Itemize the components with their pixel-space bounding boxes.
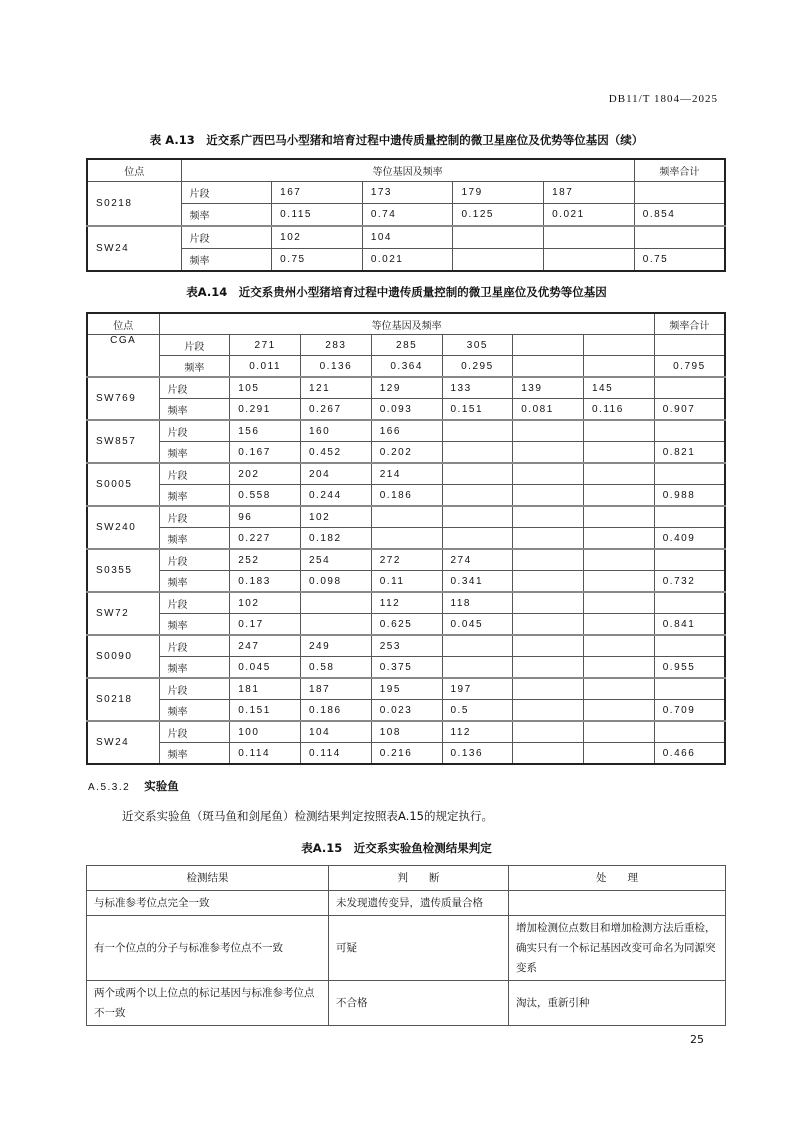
locus-cell: S0218 — [87, 678, 159, 721]
total-cell: 0.907 — [654, 399, 725, 421]
total-cell: 0.732 — [654, 571, 725, 593]
table-row — [87, 442, 725, 464]
allele-cell: 0.021 — [544, 204, 635, 227]
table-row — [87, 592, 725, 614]
allele-cell: 271 — [230, 335, 301, 356]
allele-cell: 102 — [230, 592, 301, 614]
row-label: 片段 — [159, 635, 230, 657]
row-label: 频率 — [181, 249, 272, 272]
allele-cell: 167 — [272, 182, 363, 204]
allele-cell — [442, 463, 513, 485]
allele-cell — [442, 528, 513, 550]
allele-cell: 214 — [371, 463, 442, 485]
allele-cell: 0.136 — [301, 356, 372, 378]
result-cell: 与标准参考位点完全一致 — [87, 891, 329, 916]
row-label: 频率 — [159, 442, 230, 464]
allele-cell — [584, 700, 655, 722]
total-cell: 0.955 — [654, 657, 725, 679]
allele-cell — [371, 528, 442, 550]
allele-cell: 0.17 — [230, 614, 301, 636]
locus-cell: S0090 — [87, 635, 159, 678]
total-cell — [654, 721, 725, 743]
allele-cell: 166 — [371, 420, 442, 442]
judgement-cell: 未发现遗传变异，遗传质量合格 — [329, 891, 509, 916]
total-cell: 0.854 — [634, 204, 725, 227]
allele-cell — [513, 442, 584, 464]
total-cell — [634, 226, 725, 249]
allele-cell — [584, 549, 655, 571]
allele-cell: 0.452 — [301, 442, 372, 464]
total-cell: 0.841 — [654, 614, 725, 636]
allele-cell: 139 — [513, 377, 584, 399]
allele-cell: 0.216 — [371, 743, 442, 765]
row-label: 频率 — [159, 485, 230, 507]
table-row — [87, 463, 725, 485]
locus-cell: SW769 — [87, 377, 159, 420]
allele-cell — [442, 635, 513, 657]
header-result: 检测结果 — [87, 866, 329, 891]
allele-cell: 0.125 — [453, 204, 544, 227]
allele-cell: 202 — [230, 463, 301, 485]
allele-cell — [301, 614, 372, 636]
allele-cell: 118 — [442, 592, 513, 614]
section-title: 实验鱼 — [144, 779, 179, 793]
allele-cell: 0.167 — [230, 442, 301, 464]
allele-cell — [442, 420, 513, 442]
row-label: 片段 — [181, 182, 272, 204]
allele-cell: 104 — [362, 226, 453, 249]
allele-cell: 0.183 — [230, 571, 301, 593]
total-cell — [654, 592, 725, 614]
row-label: 频率 — [159, 657, 230, 679]
locus-cell: SW24 — [87, 721, 159, 764]
allele-cell: 285 — [371, 335, 442, 356]
allele-cell: 0.011 — [230, 356, 301, 378]
allele-cell — [584, 614, 655, 636]
allele-cell — [584, 442, 655, 464]
allele-cell: 0.136 — [442, 743, 513, 765]
result-cell: 有一个位点的分子与标准参考位点不一致 — [87, 916, 329, 981]
allele-cell — [584, 506, 655, 528]
allele-cell — [584, 485, 655, 507]
allele-cell: 0.291 — [230, 399, 301, 421]
total-cell — [654, 420, 725, 442]
allele-cell: 0.375 — [371, 657, 442, 679]
total-cell: 0.821 — [654, 442, 725, 464]
allele-cell — [442, 442, 513, 464]
allele-cell: 0.151 — [230, 700, 301, 722]
allele-cell — [513, 592, 584, 614]
allele-cell: 252 — [230, 549, 301, 571]
row-label: 片段 — [181, 226, 272, 249]
allele-cell: 179 — [453, 182, 544, 204]
allele-cell: 0.202 — [371, 442, 442, 464]
table-row — [87, 549, 725, 571]
allele-cell: 254 — [301, 549, 372, 571]
row-label: 频率 — [159, 700, 230, 722]
allele-cell — [453, 249, 544, 272]
allele-cell: 274 — [442, 549, 513, 571]
allele-cell — [584, 592, 655, 614]
total-cell — [654, 463, 725, 485]
page-number: 25 — [690, 1033, 704, 1046]
allele-cell — [584, 528, 655, 550]
table-a15-title: 表A.15 近交系实验鱼检测结果判定 — [301, 841, 492, 855]
table-row — [87, 528, 725, 550]
allele-cell: 0.625 — [371, 614, 442, 636]
allele-cell: 195 — [371, 678, 442, 700]
row-label: 频率 — [159, 571, 230, 593]
allele-cell: 0.182 — [301, 528, 372, 550]
allele-cell — [513, 356, 584, 378]
allele-cell: 0.114 — [230, 743, 301, 765]
allele-cell: 112 — [442, 721, 513, 743]
allele-cell: 96 — [230, 506, 301, 528]
allele-cell: 0.227 — [230, 528, 301, 550]
allele-cell: 187 — [301, 678, 372, 700]
table-row — [87, 700, 725, 722]
allele-cell — [513, 335, 584, 356]
table-a14-title: 表A.14 近交系贵州小型猪培育过程中遗传质量控制的微卫星座位及优势等位基因 — [186, 285, 607, 299]
handling-cell: 增加检测位点数目和增加检测方法后重检，确实只有一个标记基因改变可命名为同源突变系 — [509, 916, 726, 981]
row-label: 片段 — [159, 721, 230, 743]
section-heading — [88, 778, 179, 794]
locus-cell: SW857 — [87, 420, 159, 463]
total-cell — [634, 182, 725, 204]
allele-cell: 0.023 — [371, 700, 442, 722]
header-alleles: 等位基因及频率 — [181, 159, 634, 182]
allele-cell — [513, 635, 584, 657]
allele-cell — [513, 420, 584, 442]
row-label: 频率 — [159, 743, 230, 765]
allele-cell: 0.558 — [230, 485, 301, 507]
table-a14 — [86, 312, 726, 765]
allele-cell: 121 — [301, 377, 372, 399]
allele-cell: 0.244 — [301, 485, 372, 507]
total-cell: 0.409 — [654, 528, 725, 550]
allele-cell: 0.364 — [371, 356, 442, 378]
header-handling: 处 理 — [509, 866, 726, 891]
total-cell — [654, 549, 725, 571]
judgement-cell: 不合格 — [329, 981, 509, 1026]
allele-cell: 0.75 — [272, 249, 363, 272]
allele-cell: 253 — [371, 635, 442, 657]
row-label: 片段 — [159, 678, 230, 700]
locus-cell: SW240 — [87, 506, 159, 549]
table-row — [87, 614, 725, 636]
total-cell — [654, 377, 725, 399]
allele-cell: 0.341 — [442, 571, 513, 593]
allele-cell — [513, 528, 584, 550]
allele-cell: 249 — [301, 635, 372, 657]
total-cell — [654, 335, 725, 356]
allele-cell — [544, 226, 635, 249]
allele-cell — [513, 678, 584, 700]
table-row — [87, 743, 725, 765]
locus-cell: CGA — [87, 335, 159, 378]
allele-cell: 247 — [230, 635, 301, 657]
allele-cell — [453, 226, 544, 249]
allele-cell: 0.267 — [301, 399, 372, 421]
allele-cell — [513, 657, 584, 679]
allele-cell: 100 — [230, 721, 301, 743]
allele-cell: 160 — [301, 420, 372, 442]
total-cell: 0.466 — [654, 743, 725, 765]
total-cell: 0.709 — [654, 700, 725, 722]
table-row — [87, 506, 725, 528]
total-cell: 0.75 — [634, 249, 725, 272]
allele-cell — [513, 571, 584, 593]
allele-cell: 0.295 — [442, 356, 513, 378]
row-label: 片段 — [159, 420, 230, 442]
allele-cell — [442, 657, 513, 679]
table-row — [87, 657, 725, 679]
table-row — [87, 721, 725, 743]
locus-cell: SW24 — [87, 226, 181, 271]
allele-cell — [584, 463, 655, 485]
allele-cell — [584, 721, 655, 743]
allele-cell — [513, 721, 584, 743]
allele-cell: 181 — [230, 678, 301, 700]
allele-cell — [513, 549, 584, 571]
allele-cell: 0.045 — [230, 657, 301, 679]
row-label: 频率 — [159, 399, 230, 421]
total-cell — [654, 678, 725, 700]
row-label: 片段 — [159, 506, 230, 528]
allele-cell — [544, 249, 635, 272]
locus-cell: S0355 — [87, 549, 159, 592]
total-cell: 0.988 — [654, 485, 725, 507]
allele-cell: 0.093 — [371, 399, 442, 421]
allele-cell: 0.081 — [513, 399, 584, 421]
allele-cell: 108 — [371, 721, 442, 743]
allele-cell: 0.186 — [301, 700, 372, 722]
row-label: 片段 — [159, 377, 230, 399]
table-row — [87, 485, 725, 507]
allele-cell: 0.116 — [584, 399, 655, 421]
allele-cell — [584, 657, 655, 679]
allele-cell: 0.098 — [301, 571, 372, 593]
table-row — [87, 981, 726, 1026]
allele-cell — [584, 335, 655, 356]
table-row — [87, 335, 725, 356]
allele-cell: 272 — [371, 549, 442, 571]
table-row — [87, 249, 725, 272]
table-row — [87, 916, 726, 981]
allele-cell: 133 — [442, 377, 513, 399]
header-total: 频率合计 — [634, 159, 725, 182]
table-row — [87, 399, 725, 421]
table-a13 — [86, 158, 726, 272]
allele-cell — [513, 485, 584, 507]
total-cell — [654, 635, 725, 657]
allele-cell: 102 — [272, 226, 363, 249]
allele-cell — [584, 420, 655, 442]
row-label: 片段 — [159, 335, 230, 356]
allele-cell — [584, 635, 655, 657]
table-a15 — [86, 865, 726, 1026]
allele-cell — [442, 485, 513, 507]
allele-cell — [442, 506, 513, 528]
allele-cell: 0.021 — [362, 249, 453, 272]
table-row — [87, 891, 726, 916]
row-label: 频率 — [159, 528, 230, 550]
allele-cell: 0.151 — [442, 399, 513, 421]
allele-cell: 112 — [371, 592, 442, 614]
total-cell — [654, 506, 725, 528]
allele-cell — [584, 571, 655, 593]
header-alleles: 等位基因及频率 — [159, 313, 654, 335]
allele-cell: 0.186 — [371, 485, 442, 507]
allele-cell: 0.5 — [442, 700, 513, 722]
allele-cell — [584, 678, 655, 700]
allele-cell: 0.045 — [442, 614, 513, 636]
locus-cell: S0218 — [87, 182, 181, 227]
header-locus: 位点 — [87, 159, 181, 182]
table-row — [87, 204, 725, 227]
locus-cell: SW72 — [87, 592, 159, 635]
allele-cell: 129 — [371, 377, 442, 399]
row-label: 片段 — [159, 592, 230, 614]
section-number: A.5.3.2 — [88, 782, 131, 793]
locus-cell: S0005 — [87, 463, 159, 506]
allele-cell: 283 — [301, 335, 372, 356]
table-a13-title: 表 A.13 近交系广西巴马小型猪和培育过程中遗传质量控制的微卫星座位及优势等位基因（续） — [149, 133, 644, 147]
row-label: 片段 — [159, 463, 230, 485]
handling-cell — [509, 891, 726, 916]
allele-cell: 104 — [301, 721, 372, 743]
allele-cell — [301, 592, 372, 614]
allele-cell — [513, 743, 584, 765]
header-total: 频率合计 — [654, 313, 725, 335]
allele-cell: 305 — [442, 335, 513, 356]
total-cell: 0.795 — [654, 356, 725, 378]
allele-cell: 0.11 — [371, 571, 442, 593]
row-label: 片段 — [159, 549, 230, 571]
table-row — [87, 635, 725, 657]
row-label: 频率 — [159, 614, 230, 636]
allele-cell: 145 — [584, 377, 655, 399]
row-label: 频率 — [159, 356, 230, 378]
allele-cell — [584, 356, 655, 378]
allele-cell: 102 — [301, 506, 372, 528]
judgement-cell: 可疑 — [329, 916, 509, 981]
table-row — [87, 182, 725, 204]
allele-cell: 105 — [230, 377, 301, 399]
table-row — [87, 678, 725, 700]
allele-cell: 0.58 — [301, 657, 372, 679]
allele-cell: 187 — [544, 182, 635, 204]
allele-cell — [584, 743, 655, 765]
allele-cell: 173 — [362, 182, 453, 204]
header-judgement: 判 断 — [329, 866, 509, 891]
allele-cell — [513, 700, 584, 722]
table-row — [87, 377, 725, 399]
row-label: 频率 — [181, 204, 272, 227]
allele-cell — [513, 463, 584, 485]
allele-cell: 156 — [230, 420, 301, 442]
handling-cell: 淘汰，重新引种 — [509, 981, 726, 1026]
allele-cell: 197 — [442, 678, 513, 700]
table-row — [87, 226, 725, 249]
allele-cell — [513, 506, 584, 528]
table-row — [87, 356, 725, 378]
allele-cell: 204 — [301, 463, 372, 485]
allele-cell: 0.115 — [272, 204, 363, 227]
table-row — [87, 571, 725, 593]
result-cell: 两个或两个以上位点的标记基因与标准参考位点不一致 — [87, 981, 329, 1026]
document-code: DB11/T 1804—2025 — [608, 93, 718, 105]
allele-cell — [371, 506, 442, 528]
allele-cell: 0.74 — [362, 204, 453, 227]
allele-cell: 0.114 — [301, 743, 372, 765]
allele-cell — [513, 614, 584, 636]
table-row — [87, 420, 725, 442]
header-locus: 位点 — [87, 313, 159, 335]
section-paragraph: 近交系实验鱼（斑马鱼和剑尾鱼）检测结果判定按照表A.15的规定执行。 — [122, 809, 493, 823]
